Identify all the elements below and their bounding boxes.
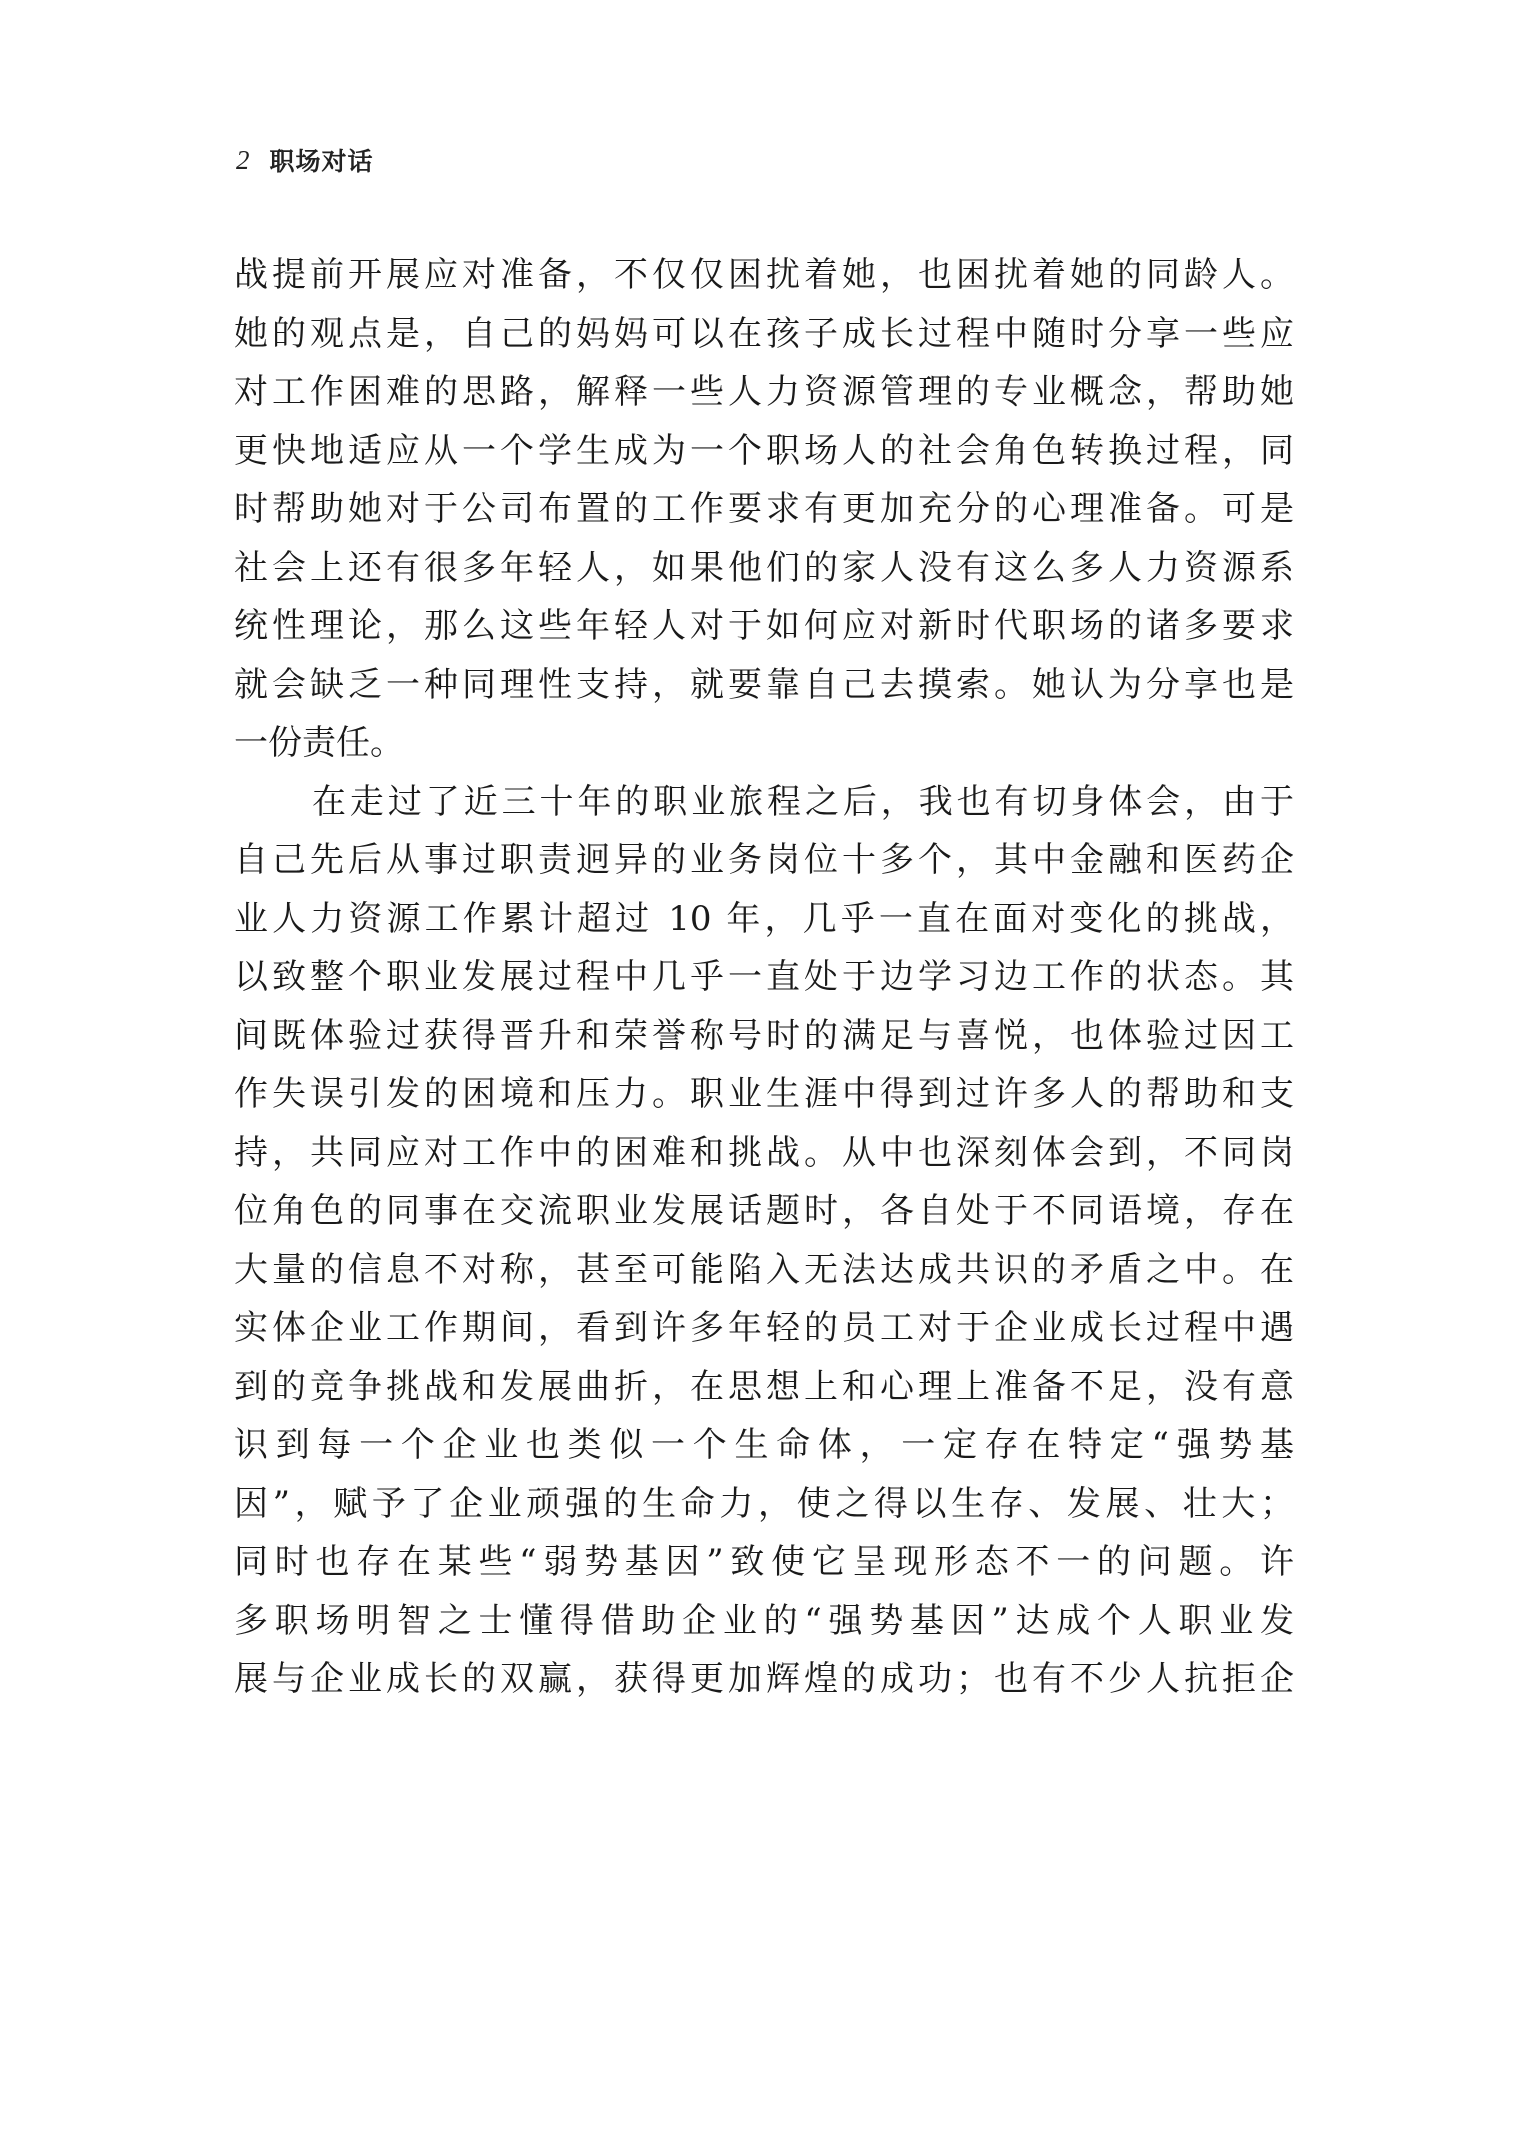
text-line: 在走过了近三十年的职业旅程之后，我也有切身体会，由于 [312, 781, 1294, 822]
text-line: 业人力资源工作累计超过 10 年，几乎一直在面对变化的挑战， [234, 898, 1294, 939]
book-title: 职场对话 [269, 147, 374, 176]
text-line: 到的竞争挑战和发展曲折，在思想上和心理上准备不足，没有意 [234, 1366, 1294, 1407]
text-line: 更快地适应从一个学生成为一个职场人的社会角色转换过程，同 [234, 430, 1294, 471]
text-line: 自己先后从事过职责迥异的业务岗位十多个，其中金融和医药企 [234, 840, 1294, 880]
text-line: 同时也存在某些“弱势基因”致使它呈现形态不一的问题。许 [234, 1542, 1294, 1582]
text-line: 她的观点是，自己的妈妈可以在孩子成长过程中随时分享一些应 [234, 313, 1294, 354]
text-line: 作失误引发的困境和压力。职业生涯中得到过许多人的帮助和支 [234, 1074, 1294, 1114]
text-line: 战提前开展应对准备，不仅仅困扰着她，也困扰着她的同龄人。 [234, 255, 1294, 295]
text-line: 一份责任。 [234, 723, 404, 763]
running-head [236, 140, 374, 180]
text-line: 实体企业工作期间，看到许多年轻的员工对于企业成长过程中遇 [234, 1308, 1294, 1348]
text-line: 因”，赋予了企业顽强的生命力，使之得以生存、发展、壮大； [234, 1483, 1294, 1524]
text-line: 就会缺乏一种同理性支持，就要靠自己去摸索。她认为分享也是 [234, 664, 1294, 705]
text-line: 持，共同应对工作中的困难和挑战。从中也深刻体会到，不同岗 [234, 1132, 1294, 1173]
body-text [234, 246, 1294, 1709]
text-line: 社会上还有很多年轻人，如果他们的家人没有这么多人力资源系 [234, 547, 1294, 588]
text-line: 统性理论，那么这些年轻人对于如何应对新时代职场的诸多要求 [234, 606, 1294, 646]
text-line: 识到每一个企业也类似一个生命体，一定存在特定“强势基 [234, 1425, 1294, 1465]
text-line: 间既体验过获得晋升和荣誉称号时的满足与喜悦，也体验过因工 [234, 1015, 1294, 1056]
text-line: 时帮助她对于公司布置的工作要求有更加充分的心理准备。可是 [234, 489, 1294, 529]
text-line: 多职场明智之士懂得借助企业的“强势基因”达成个人职业发 [234, 1600, 1294, 1641]
page-number: 2 [236, 144, 250, 175]
text-line: 以致整个职业发展过程中几乎一直处于边学习边工作的状态。其 [234, 957, 1294, 997]
text-line: 展与企业成长的双赢，获得更加辉煌的成功；也有不少人抗拒企 [234, 1659, 1294, 1699]
text-line: 对工作困难的思路，解释一些人力资源管理的专业概念，帮助她 [234, 372, 1294, 412]
text-line: 大量的信息不对称，甚至可能陷入无法达成共识的矛盾之中。在 [234, 1249, 1294, 1290]
text-line: 位角色的同事在交流职业发展话题时，各自处于不同语境，存在 [234, 1191, 1294, 1231]
